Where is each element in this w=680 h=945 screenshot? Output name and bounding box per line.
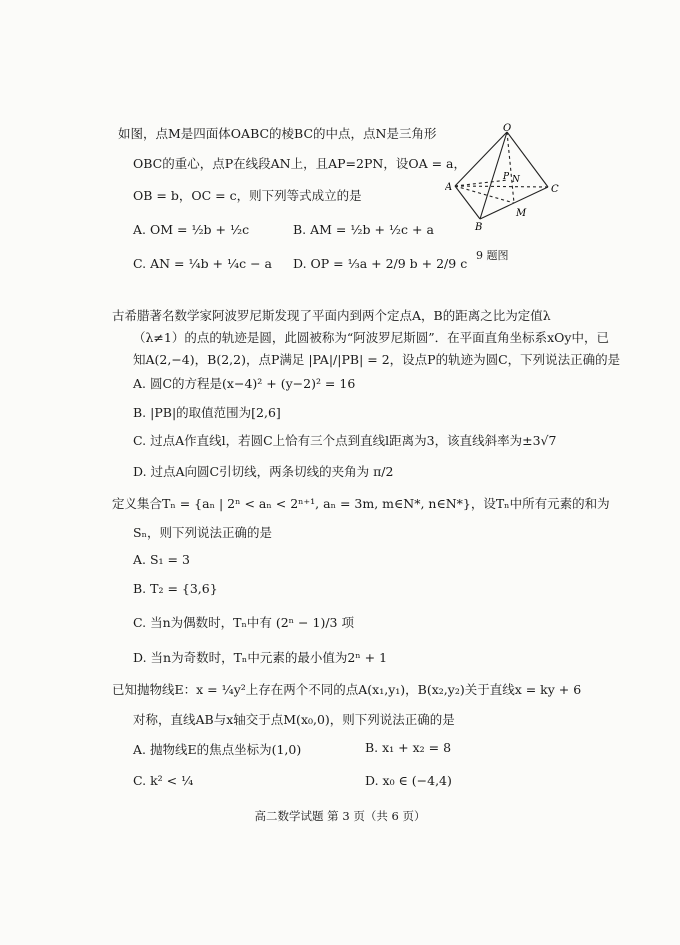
q9-option-a: A. OM = ½b + ½c [133,222,250,237]
label-N: N [512,175,520,185]
label-A: A [445,182,453,193]
q10-option-a: A. 圆C的方程是(x−4)² + (y−2)² = 16 [133,376,356,391]
q11-line2: Sₙ，则下列说法正确的是 [133,525,272,540]
q9-line2: OBC的重心，点P在线段AN上，且AP=2PN，设OA = a， [133,156,466,171]
q12-line1: 已知抛物线E：x = ¼y²上存在两个不同的点A(x₁,y₁)，B(x₂,y₂)关于直线x = ky + 6 [112,682,582,697]
q12-line2: 对称，直线AB与x轴交于点M(x₀,0)，则下列说法正确的是 [133,712,455,727]
q10-option-d: D. 过点A向圆C引切线，两条切线的夹角为 π/2 [133,464,394,479]
label-M: M [516,208,527,219]
q10-line2: （λ≠1）的点的轨迹是圆，此圆被称为“阿波罗尼斯圆”．在平面直角坐标系xOy中，已 [133,330,609,345]
label-P: P [503,172,510,182]
q11-option-c: C. 当n为偶数时，Tₙ中有 (2ⁿ − 1)/3 项 [133,615,354,630]
q11-line1: 定义集合Tₙ = {aₙ | 2ⁿ < aₙ < 2ⁿ⁺¹, aₙ = 3m, m∈N*, n∈N*}，设Tₙ中所有元素的和为 [112,496,610,511]
tetrahedron-figure [445,122,585,232]
q9-option-b: B. AM = ½b + ½c + a [293,222,434,237]
q12-option-c: C. k² < ¼ [133,773,194,788]
q10-option-b: B. |PB|的取值范围为[2,6] [133,405,281,420]
q10-option-c: C. 过点A作直线l，若圆C上恰有三个点到直线l距离为3，该直线斜率为±3√7 [133,433,557,448]
q9-line1: 如图，点M是四面体OABC的棱BC的中点，点N是三角形 [118,126,437,141]
q12-option-b: B. x₁ + x₂ = 8 [365,740,452,755]
q11-option-b: B. T₂ = {3,6} [133,581,218,596]
q12-option-a: A. 抛物线E的焦点坐标为(1,0) [133,742,302,757]
label-B: B [475,222,483,232]
q9-line3: OB = b，OC = c，则下列等式成立的是 [133,188,362,203]
q11-option-d: D. 当n为奇数时，Tₙ中元素的最小值为2ⁿ + 1 [133,650,388,665]
q10-line1: 古希腊著名数学家阿波罗尼斯发现了平面内到两个定点A，B的距离之比为定值λ [112,308,551,323]
q9-option-c: C. AN = ¼b + ¼c − a [133,256,272,271]
page-footer: 高二数学试题 第 3 页（共 6 页） [254,809,426,823]
label-C: C [551,184,559,195]
label-O: O [503,123,512,134]
figure-caption: 9 题图 [476,249,509,262]
q12-option-d: D. x₀ ∈ (−4,4) [365,773,452,788]
q11-option-a: A. S₁ = 3 [133,552,190,567]
q10-line3: 知A(2,−4)，B(2,2)，点P满足 |PA|/|PB| = 2，设点P的轨迹为圆C，下列说法正确的是 [133,352,621,367]
q9-option-d: D. OP = ⅓a + 2/9 b + 2/9 c [293,256,468,271]
